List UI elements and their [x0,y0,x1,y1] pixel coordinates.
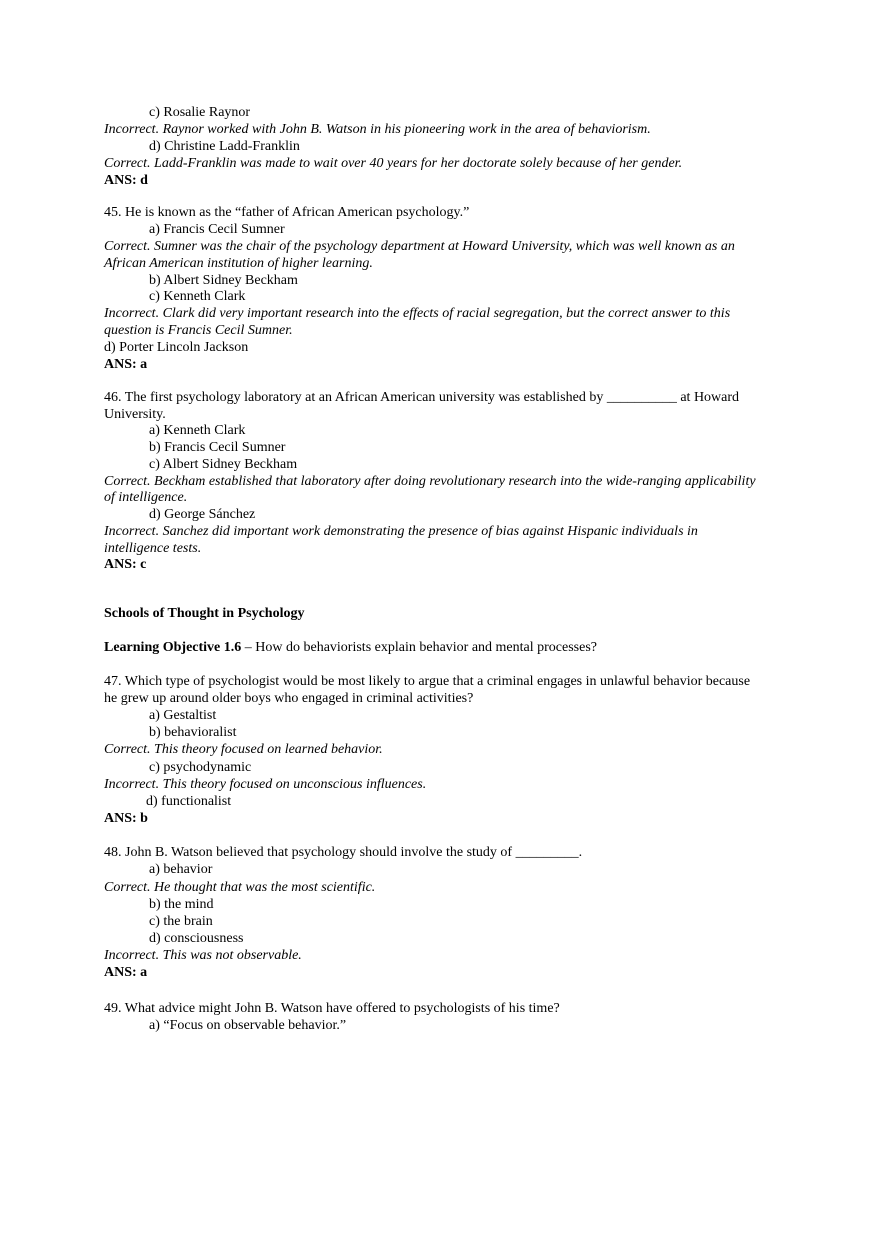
learning-objective-text: – How do behaviorists explain behavior and mental processes? [241,640,598,655]
q49-option-a: a) “Focus on observable behavior.” [149,1018,347,1033]
q45-answer: ANS: a [104,357,148,372]
question-49-stem: 49. What advice might John B. Watson have offered to psychologists of his time? [104,1001,560,1016]
q48-answer: ANS: a [104,965,148,980]
q47-option-c: c) psychodynamic [149,760,252,775]
q46-option-c: c) Albert Sidney Beckham [149,457,298,472]
question-48-stem: 48. John B. Watson believed that psychology should involve the study of _________. [104,845,583,860]
q48-option-c: c) the brain [149,914,213,929]
q48-feedback-d: Incorrect. This was not observable. [104,948,302,963]
q46-option-d: d) George Sánchez [149,507,256,522]
q46-option-b: b) Francis Cecil Sumner [149,440,286,455]
q45-feedback-a-line1: Correct. Sumner was the chair of the psychology department at Howard University, which was well known as an [104,239,735,254]
q48-option-a: a) behavior [149,862,213,877]
q47-feedback-b: Correct. This theory focused on learned behavior. [104,742,383,757]
question-46-stem-line1: 46. The first psychology laboratory at an African American university was established by __________ at Howard [104,390,740,405]
q46-feedback-c-line2: of intelligence. [104,490,188,505]
q45-feedback-a-line2: African American institution of higher learning. [104,256,373,271]
q46-option-a: a) Kenneth Clark [149,423,246,438]
q45-option-c: c) Kenneth Clark [149,289,246,304]
option-c: c) Rosalie Raynor [149,105,251,120]
q48-option-b: b) the mind [149,897,214,912]
q46-feedback-c-line1: Correct. Beckham established that laboratory after doing revolutionary research into the wide-ranging applicability [104,474,756,489]
q47-feedback-c: Incorrect. This theory focused on unconscious influences. [104,777,427,792]
feedback-c: Incorrect. Raynor worked with John B. Watson in his pioneering work in the area of behaviorism. [104,122,651,137]
option-d: d) Christine Ladd-Franklin [149,139,300,154]
q46-feedback-d-line2: intelligence tests. [104,541,202,556]
answer: ANS: d [104,173,148,188]
question-47-stem-line1: 47. Which type of psychologist would be most likely to argue that a criminal engages in unlawful behavior because [104,674,751,689]
question-46-stem-line2: University. [104,407,166,422]
q47-answer: ANS: b [104,811,148,826]
question-47-stem-line2: he grew up around older boys who engaged in criminal activities? [104,691,474,706]
q45-option-d: d) Porter Lincoln Jackson [104,340,249,355]
q47-option-d: d) functionalist [146,794,232,809]
q45-feedback-c-line1: Incorrect. Clark did very important research into the effects of racial segregation, but the correct answer to this [104,306,731,321]
question-45-stem: 45. He is known as the “father of African American psychology.” [104,205,470,220]
q45-feedback-c-line2: question is Francis Cecil Sumner. [104,323,293,338]
q48-option-d: d) consciousness [149,931,244,946]
feedback-d: Correct. Ladd-Franklin was made to wait over 40 years for her doctorate solely because of her gender. [104,156,683,171]
q47-option-a: a) Gestaltist [149,708,217,723]
learning-objective-label: Learning Objective 1.6 [104,640,242,655]
q46-feedback-d-line1: Incorrect. Sanchez did important work demonstrating the presence of bias against Hispanic individuals in [104,524,698,539]
q47-option-b: b) behavioralist [149,725,237,740]
q45-option-a: a) Francis Cecil Sumner [149,222,285,237]
section-heading: Schools of Thought in Psychology [104,606,305,621]
q46-answer: ANS: c [104,557,147,572]
q45-option-b: b) Albert Sidney Beckham [149,273,298,288]
q48-feedback-a: Correct. He thought that was the most scientific. [104,880,376,895]
learning-objective [104,639,597,656]
